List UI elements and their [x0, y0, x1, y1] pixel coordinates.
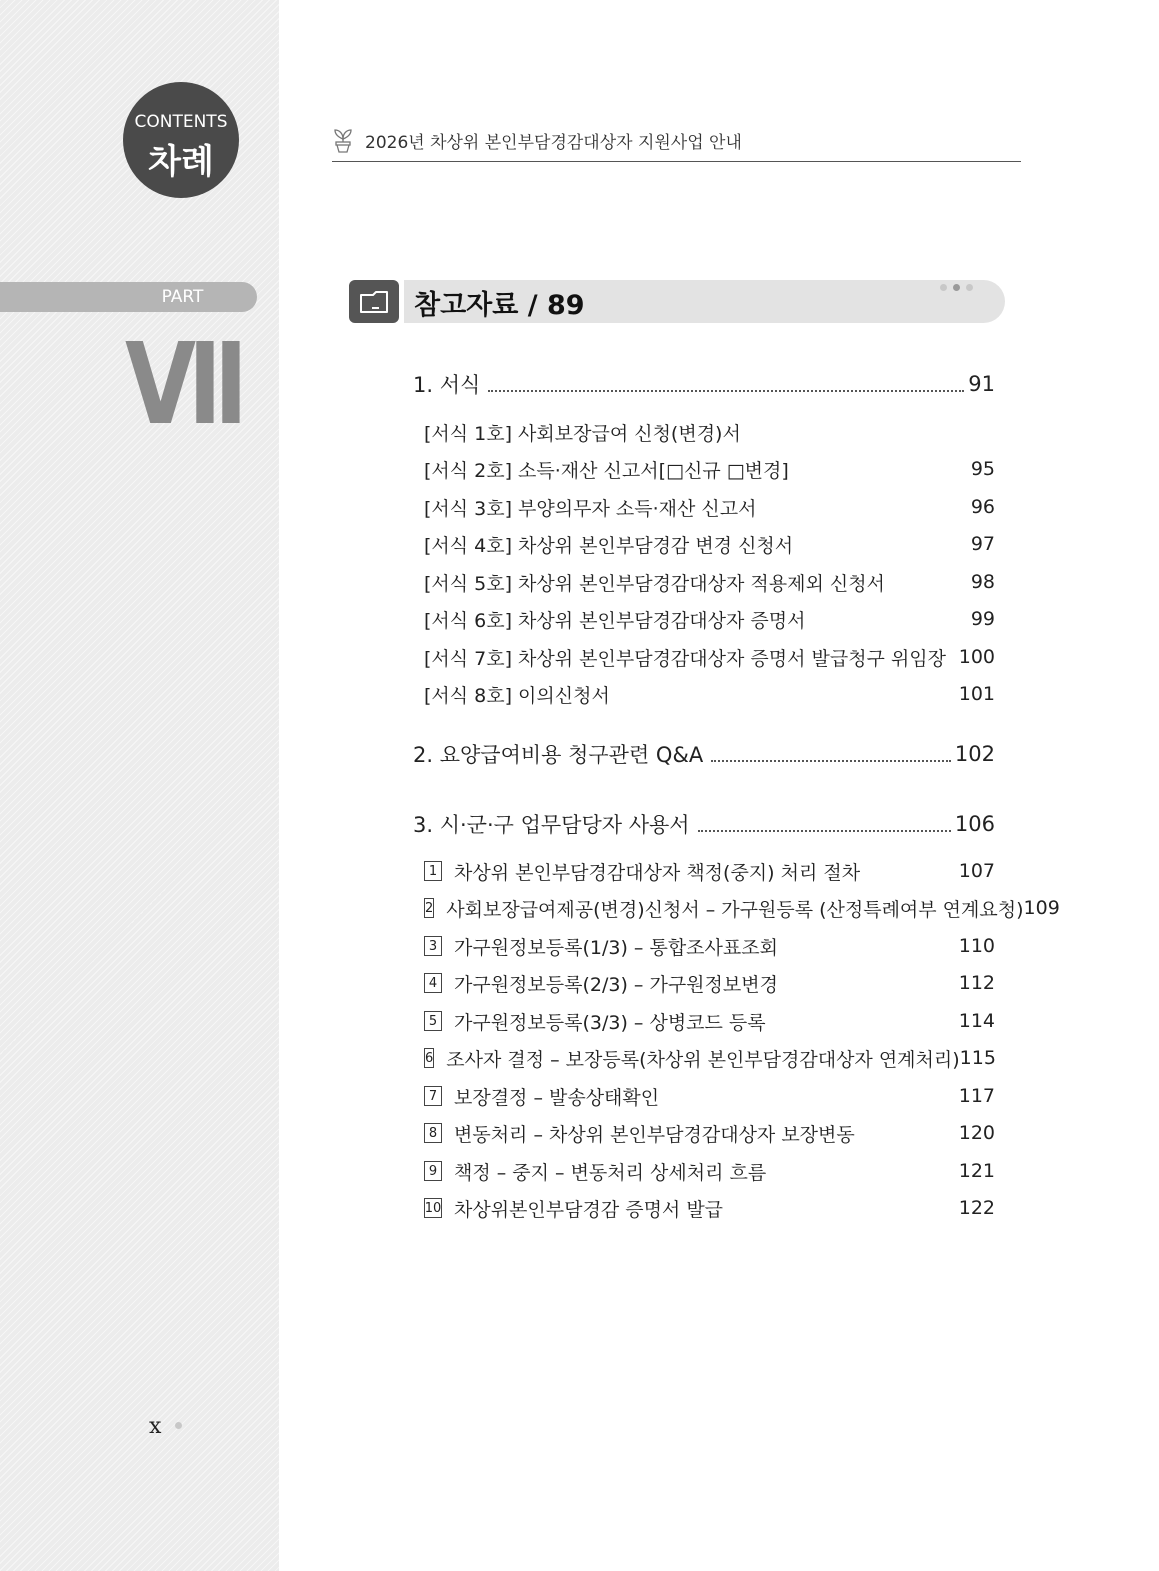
dot	[953, 284, 960, 291]
step-page: 120	[958, 1122, 995, 1144]
step-page: 117	[958, 1085, 995, 1107]
form-item[interactable]	[424, 642, 995, 672]
step-text: 책정 – 중지 – 변동처리 상세처리 흐름	[454, 1161, 767, 1184]
toc-label: 2. 요양급여비용 청구관련 Q&A	[413, 743, 704, 767]
step-page: 114	[958, 1010, 995, 1032]
step-number-box: 5	[424, 1011, 442, 1031]
contents-badge	[123, 82, 239, 198]
step-item[interactable]	[424, 1118, 995, 1148]
step-number-box: 1	[424, 861, 442, 881]
step-item[interactable]	[424, 1006, 995, 1036]
step-text: 가구원정보등록(2/3) – 가구원정보변경	[454, 973, 778, 996]
toc-label: 3. 시·군·구 업무담당자 사용서	[413, 813, 690, 837]
form-item-text: [서식 7호] 차상위 본인부담경감대상자 증명서 발급청구 위임장	[424, 647, 947, 670]
toc-page: 106	[954, 812, 995, 836]
part-label: PART	[161, 287, 204, 307]
part-bar	[0, 282, 257, 312]
form-item-text: [서식 6호] 차상위 본인부담경감대상자 증명서	[424, 609, 806, 632]
form-item-page: 98	[970, 571, 995, 593]
page-number-dot	[175, 1422, 182, 1429]
toc-label: 1. 서식	[413, 373, 481, 397]
form-item[interactable]	[424, 492, 995, 522]
form-item-page: 99	[970, 608, 995, 630]
step-number-box: 7	[424, 1086, 442, 1106]
step-text: 조사자 결정 – 보장등록(차상위 본인부담경감대상자 연계처리)	[446, 1048, 960, 1071]
dot	[940, 284, 947, 291]
form-item-text: [서식 2호] 소득·재산 신고서[□신규 □변경]	[424, 459, 789, 482]
decorative-dots	[940, 276, 979, 284]
step-number-box: 3	[424, 936, 442, 956]
step-page: 115	[959, 1047, 996, 1069]
toc-page: 91	[968, 372, 995, 396]
step-text: 차상위 본인부담경감대상자 책정(중지) 처리 절차	[454, 861, 861, 884]
form-item-page: 101	[958, 683, 995, 705]
step-item[interactable]	[424, 1081, 995, 1111]
section-title: 참고자료 / 89	[414, 290, 585, 321]
toc-entry-forms[interactable]	[413, 368, 995, 400]
step-number-box: 2	[424, 898, 434, 918]
step-item[interactable]	[424, 856, 995, 886]
plant-pot-icon	[332, 127, 354, 153]
step-text: 보장결정 – 발송상태확인	[454, 1086, 660, 1109]
step-text: 차상위본인부담경감 증명서 발급	[454, 1198, 724, 1221]
step-number-box: 6	[424, 1048, 434, 1068]
form-item-page: 95	[970, 458, 995, 480]
header-title: 2026년 차상위 본인부담경감대상자 지원사업 안내	[365, 133, 742, 153]
form-item-text: [서식 5호] 차상위 본인부담경감대상자 적용제외 신청서	[424, 572, 885, 595]
form-item-text: [서식 1호] 사회보장급여 신청(변경)서	[424, 422, 741, 445]
running-header	[332, 125, 1021, 162]
form-item[interactable]	[424, 604, 995, 634]
form-item[interactable]	[424, 567, 995, 597]
step-item[interactable]	[424, 931, 995, 961]
toc-entry-qa[interactable]	[413, 738, 995, 770]
toc-page: 102	[954, 742, 995, 766]
step-page: 112	[958, 972, 995, 994]
step-item[interactable]	[424, 968, 995, 998]
form-item-page: 96	[970, 496, 995, 518]
contents-label-en: CONTENTS	[134, 112, 228, 132]
contents-label-ko: 차례	[148, 142, 214, 182]
form-item-text: [서식 4호] 차상위 본인부담경감 변경 신청서	[424, 534, 794, 557]
dot	[966, 284, 973, 291]
folder-icon	[349, 280, 399, 323]
step-text: 사회보장급여제공(변경)신청서 – 가구원등록 (산정특례여부 연계요청)	[446, 898, 1024, 921]
page-number: x	[149, 1414, 162, 1439]
step-item[interactable]	[424, 1193, 995, 1223]
form-item-page: 97	[970, 533, 995, 555]
step-page: 110	[958, 935, 995, 957]
sidebar	[0, 0, 279, 1571]
form-item-page: 100	[958, 646, 995, 668]
dot-leader	[488, 376, 964, 392]
step-page: 107	[958, 860, 995, 882]
step-page: 109	[1023, 897, 1060, 919]
step-number-box: 9	[424, 1161, 442, 1181]
form-item[interactable]	[424, 529, 995, 559]
step-number-box: 4	[424, 973, 442, 993]
step-text: 가구원정보등록(1/3) – 통합조사표조회	[454, 936, 778, 959]
dot-leader	[711, 746, 951, 762]
dot-leader	[698, 816, 951, 832]
step-number-box: 8	[424, 1123, 442, 1143]
form-item[interactable]	[424, 679, 995, 709]
step-item[interactable]	[424, 1156, 995, 1186]
form-item[interactable]	[424, 417, 995, 447]
form-item[interactable]	[424, 454, 995, 484]
step-number-box: 10	[424, 1198, 442, 1218]
step-text: 가구원정보등록(3/3) – 상병코드 등록	[454, 1011, 766, 1034]
step-item[interactable]	[424, 893, 1060, 923]
step-item[interactable]	[424, 1043, 995, 1073]
step-page: 122	[958, 1197, 995, 1219]
toc-entry-manual[interactable]	[413, 808, 995, 840]
form-item-text: [서식 3호] 부양의무자 소득·재산 신고서	[424, 497, 757, 520]
form-item-text: [서식 8호] 이의신청서	[424, 684, 610, 707]
step-page: 121	[958, 1160, 995, 1182]
step-text: 변동처리 – 차상위 본인부담경감대상자 보장변동	[454, 1123, 855, 1146]
part-number: VII	[125, 320, 240, 450]
